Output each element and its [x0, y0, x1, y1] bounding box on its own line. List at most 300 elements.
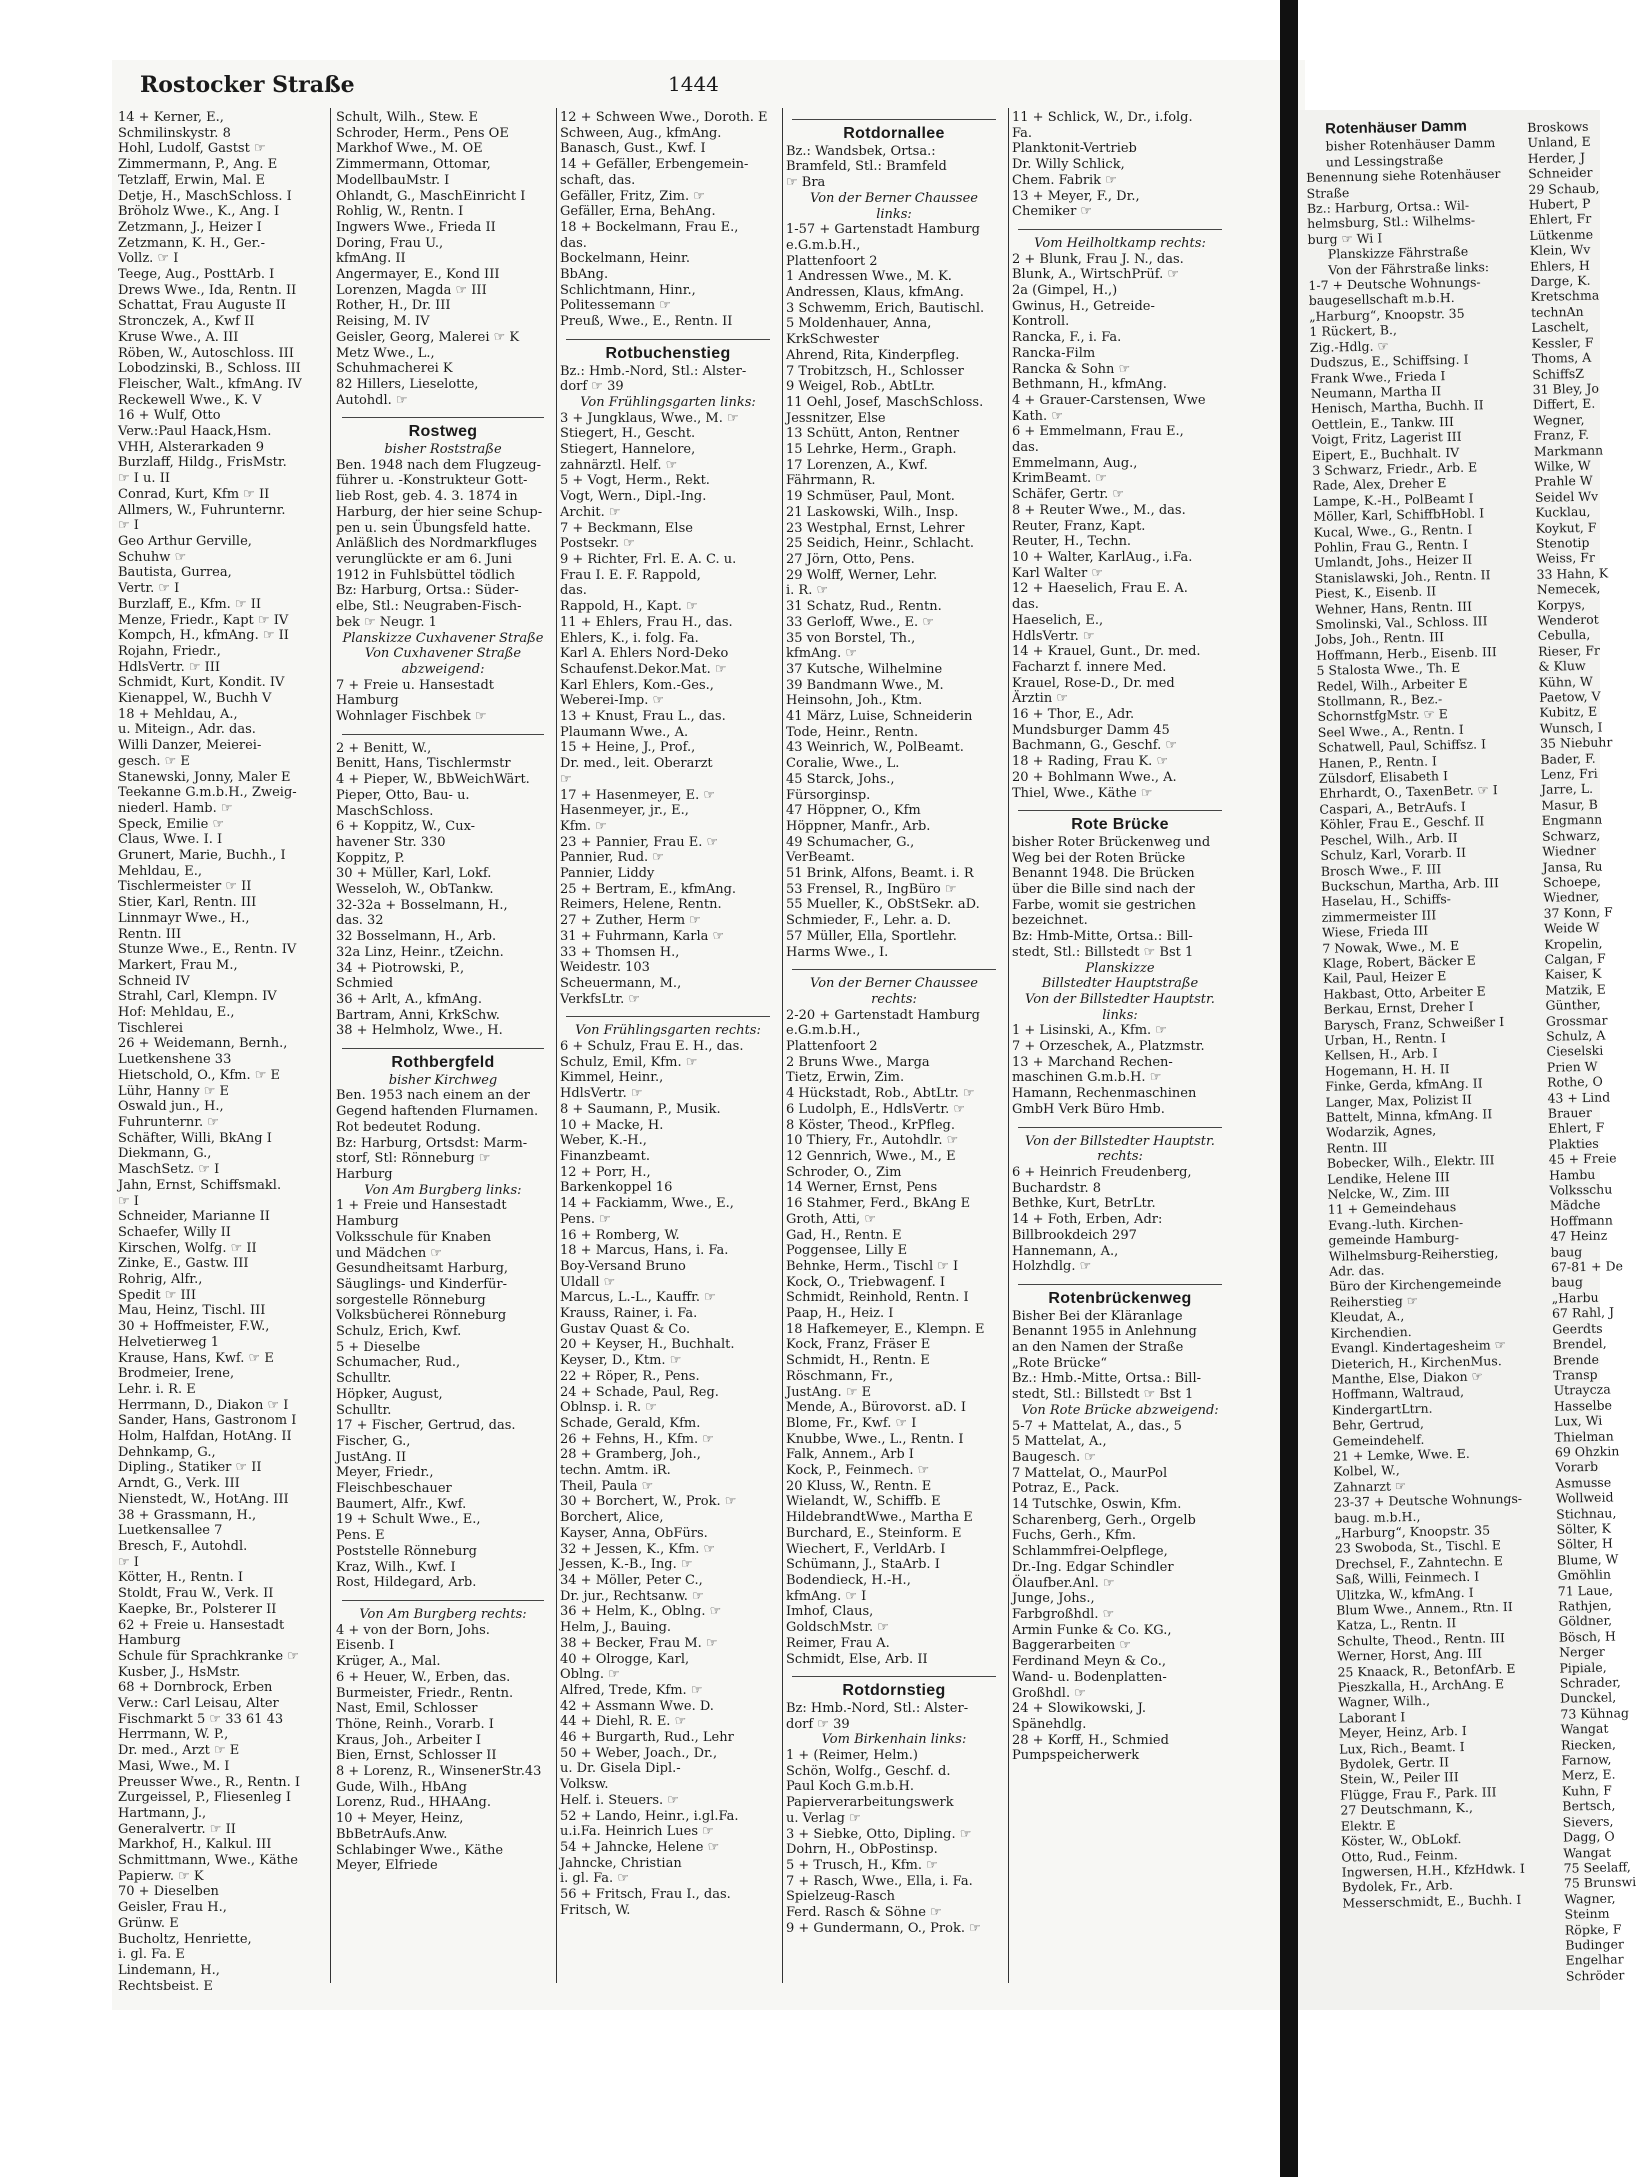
directory-line: elbe, Stl.: Neugraben-Fisch- [336, 599, 522, 615]
directory-line: niederl. Hamb. ☞ [118, 800, 233, 816]
directory-line: Banasch, Gust., Kwf. I [560, 141, 706, 157]
directory-line: Matzik, E [1545, 981, 1606, 998]
directory-line: 44 + Diehl, R. E. ☞ [560, 1714, 687, 1730]
directory-line: Kock, P., Feinmech. ☞ [786, 1463, 930, 1479]
directory-line: Seidel Wv [1534, 488, 1599, 505]
directory-line: Benannt 1948. Die Brücken [1012, 866, 1195, 882]
directory-line: Günther, [1545, 996, 1601, 1013]
directory-line: Tischlerei [118, 1020, 184, 1036]
section-note: Von der Billstedter Hauptstr. [1025, 991, 1215, 1007]
directory-line: Schneider, Marianne II [118, 1209, 270, 1225]
directory-line: Blome, Fr., Kwf. ☞ I [786, 1415, 917, 1431]
right-page-column-1 [1305, 116, 1556, 2000]
directory-line: Wesseloh, W., ObTankw. [336, 882, 494, 898]
directory-line: Schult, Wilh., Stew. E [336, 110, 478, 125]
directory-line: Engelhar [1565, 1951, 1624, 1968]
directory-line: Fischmarkt 5 ☞ 33 61 43 [118, 1711, 284, 1727]
directory-line: SchornstfgMstr. ☞ E [1317, 706, 1448, 725]
directory-line: Schäfer, Gertr. ☞ [1012, 487, 1125, 503]
directory-line: 49 Schumacher, G., [786, 834, 915, 850]
directory-line: Vorarb [1555, 1459, 1599, 1476]
directory-line: Wangat [1560, 1720, 1609, 1737]
directory-line: 30 + Hoffmeister, F.W., [118, 1319, 270, 1335]
section-rule [342, 727, 544, 735]
directory-line: Pieper, Otto, Bau- u. [336, 787, 470, 803]
directory-line: Voigt, Fritz, Lagerist III [1311, 428, 1462, 448]
directory-line: VerBeamt. [786, 850, 855, 866]
directory-line: Schuhw ☞ [118, 549, 187, 565]
directory-line: Rentn. III [1326, 1139, 1388, 1156]
directory-line: Mundsburger Damm 45 [1012, 722, 1170, 738]
directory-line: Mau, Heinz, Tischl. III [118, 1303, 266, 1319]
directory-line: Reimer, Frau A. [786, 1635, 890, 1651]
directory-line: Herrmann, W. P., [118, 1727, 229, 1743]
directory-line: 14 Tutschke, Oswin, Kfm. [1012, 1497, 1182, 1513]
directory-line: Bz.: Hmb.-Nord, Stl.: Alster- [560, 363, 747, 379]
directory-line: Autohdl. ☞ [336, 392, 408, 408]
directory-line: 8 Köster, Theod., KrPfleg. [786, 1117, 956, 1133]
directory-line: 34 + Piotrowski, P., [336, 960, 465, 976]
directory-line: Straße [1306, 184, 1350, 201]
directory-line: 13 + Meyer, F., Dr., [1012, 188, 1140, 204]
directory-line: dorf ☞ 39 [560, 379, 624, 395]
directory-line: Hoffmann [1549, 1212, 1613, 1229]
directory-line: i. R. ☞ [786, 583, 829, 599]
directory-line: & Kluw [1538, 658, 1586, 675]
directory-line: „Harbu [1551, 1289, 1599, 1306]
directory-line: 26 + Weidemann, Bernh., [118, 1036, 288, 1052]
directory-line: Gefäller, Fritz, Zim. ☞ [560, 188, 705, 204]
directory-line: technAn [1530, 303, 1584, 320]
directory-line: Kucklau, [1535, 503, 1591, 521]
directory-line: 5 Mattelat, A., [1012, 1434, 1107, 1450]
directory-line: Stollmann, R., Bez.- [1317, 691, 1443, 709]
directory-line: Schulz, Emil, Kfm. ☞ [560, 1054, 698, 1070]
directory-line: Drechsel, F., Zahntechn. E [1335, 1552, 1504, 1572]
directory-line: Lendike, Helene III [1327, 1168, 1450, 1187]
directory-line: 20 + Bohlmann Wwe., A. [1012, 769, 1177, 785]
directory-line: Ahrend, Rita, Kinderpfleg. [786, 347, 960, 363]
directory-line: Ehlers, K., i. folg. Fa. [560, 630, 699, 646]
directory-line: Baggerarbeiten ☞ [1012, 1638, 1132, 1654]
directory-line: Kirchendien. [1330, 1323, 1412, 1341]
directory-line: Franz, F. [1533, 426, 1590, 444]
directory-line: Schaufenst.Dekor.Mat. ☞ [560, 661, 727, 677]
directory-line: Krause, Hans, Kwf. ☞ E [118, 1350, 274, 1366]
directory-line: Ohlandt, G., MaschEinricht I [336, 188, 526, 204]
directory-line: Armin Funke & Co. KG., [1012, 1622, 1172, 1638]
directory-line: Potraz, E., Pack. [1012, 1481, 1120, 1497]
directory-line: Stunze Wwe., E., Rentn. IV [118, 942, 297, 958]
directory-line: Haeselich, E., [1012, 612, 1104, 628]
directory-line: 17 + Hasenmeyer, E. ☞ [560, 787, 716, 803]
directory-line: Peschel, Wilh., Arb. II [1319, 829, 1458, 848]
directory-line: HdlsVertr. ☞ [560, 1086, 643, 1102]
directory-line: Klage, Robert, Bäcker E [1322, 952, 1476, 971]
directory-line: BbAng. [560, 267, 609, 283]
directory-line: KrimBeamt. ☞ [1012, 471, 1107, 487]
section-note: Von der Berner Chaussee [810, 190, 978, 206]
directory-line: 31 Schatz, Rud., Rentn. [786, 599, 942, 615]
directory-line: Volksschule für Knaben [336, 1229, 492, 1245]
directory-line: 12 + Schween Wwe., Doroth. E [560, 110, 768, 125]
directory-line: 4 Hückstadt, Rob., AbtLtr. ☞ [786, 1086, 975, 1102]
directory-line: Schattat, Frau Auguste II [118, 298, 286, 314]
column-divider [782, 108, 783, 1983]
directory-line: Sander, Hans, Gastronom I [118, 1413, 297, 1429]
directory-line: KindergartLtrn. [1331, 1400, 1433, 1418]
section-rule [1018, 1120, 1222, 1128]
directory-line: Lühr, Hanny ☞ E [118, 1083, 230, 1099]
directory-line: 20 + Keyser, H., Buchhalt. [560, 1337, 735, 1353]
directory-line: Bröholz Wwe., K., Ang. I [118, 204, 280, 220]
directory-line: 12 Gennrich, Wwe., M., E [786, 1149, 956, 1164]
directory-line: Paetow, V [1538, 688, 1601, 705]
directory-line: VHH, Alsterarkaden 9 [118, 439, 265, 455]
directory-line: 7 + Orzeschek, A., Platzmstr. [1012, 1039, 1205, 1055]
directory-line: Koykut, F [1535, 519, 1597, 536]
directory-line: 5 Moldenhauer, Anna, [786, 316, 932, 332]
directory-line: Karl A. Ehlers Nord-Deko [560, 646, 729, 662]
directory-line: Rancka-Film [1012, 345, 1096, 361]
directory-line: 16 + Thor, E., Adr. [1012, 707, 1135, 723]
section-note: Planskizze Cuxhavener Straße [342, 630, 544, 646]
directory-line: Engmann [1541, 811, 1603, 829]
directory-line: das. [1012, 597, 1039, 613]
directory-line: Tietz, Erwin, Zim. [786, 1070, 905, 1086]
directory-line: Unland, E [1527, 134, 1591, 151]
directory-line: Marcus, L.-L., Kauffr. ☞ [560, 1290, 716, 1306]
directory-line: Jahn, Ernst, Schiffsmakl. [118, 1177, 282, 1193]
directory-line: u. Verlag ☞ [786, 1810, 861, 1826]
directory-line: 12 + Haeselich, Frau E. A. [1012, 581, 1188, 597]
directory-line: 13 + Knust, Frau L., das. [560, 709, 726, 725]
directory-line: 32 + Jessen, K., Kfm. ☞ [560, 1541, 716, 1557]
street-heading: Rotdornstieg [842, 1682, 946, 1700]
directory-line: Nerger [1558, 1643, 1605, 1660]
directory-line: Ingwers Wwe., Frieda II [336, 219, 496, 235]
directory-line: Säuglings- und Kinderfür- [336, 1276, 508, 1292]
street-heading: Rote Brücke [1071, 816, 1169, 834]
section-rule [342, 410, 544, 418]
directory-line: 14 Werner, Ernst, Pens [786, 1180, 938, 1196]
directory-line: kfmAng. ☞ I [786, 1588, 867, 1604]
directory-line: Sölter, H [1556, 1535, 1613, 1553]
directory-line: Krauel, Rose-D., Dr. med [1012, 675, 1175, 691]
directory-line: Wunsch, I [1539, 719, 1603, 736]
directory-line: Riecken, [1560, 1736, 1616, 1753]
directory-line: Speck, Emilie ☞ [118, 816, 225, 832]
directory-line: Benannt 1955 in Anlehnung [1012, 1324, 1197, 1340]
directory-line: 21 Laskowski, Wilh., Insp. [786, 504, 959, 520]
directory-line: 1 + Freie und Hansestadt [336, 1198, 507, 1214]
directory-line: Fleischbeschauer [336, 1481, 452, 1497]
directory-line: 3 Schwarz, Friedr., Arb. E [1312, 459, 1478, 478]
directory-line: Seel Wwe., A., Rentn. I [1317, 721, 1464, 740]
directory-line: Battelt, Minna, kfmAng. II [1325, 1106, 1493, 1125]
directory-line: Bydolek, Fr., Arb. [1341, 1877, 1454, 1895]
directory-line: 8 + Reuter Wwe., M., das. [1012, 502, 1186, 518]
directory-line: Nemecek, [1536, 580, 1601, 598]
directory-line: Schmidt, H., Rentn. E [786, 1353, 930, 1369]
directory-line: 32-32a + Bosselmann, H., [336, 897, 508, 913]
directory-line: Schmilinskystr. 8 [118, 125, 231, 141]
directory-line: Wenderot [1537, 611, 1599, 628]
directory-line: Zurgeissel, P., Fliesenleg I [118, 1790, 291, 1806]
directory-line: GmbH Verk Büro Hmb. [1012, 1101, 1165, 1117]
directory-line: Luetkenshene 33 [118, 1052, 232, 1068]
directory-line: Wagner, Wilh., [1337, 1693, 1431, 1711]
directory-line: Dr. med., Arzt ☞ E [118, 1743, 240, 1759]
directory-line: Generalvertr. ☞ II [118, 1821, 236, 1837]
directory-line: das. [560, 583, 587, 599]
directory-line: 4 + Pieper, W., BbWeichWärt. [336, 772, 530, 788]
directory-line: Umlandt, Johs., Heizer II [1314, 551, 1473, 571]
directory-line: Helf. i. Steuers. ☞ [560, 1792, 679, 1808]
directory-line: Pannier, Rud. ☞ [560, 850, 664, 866]
directory-line: Schmidt, Else, Arb. II [786, 1651, 928, 1667]
directory-line: Schwarz, [1541, 827, 1601, 844]
directory-line: Alfred, Trede, Kfm. ☞ [560, 1682, 703, 1698]
directory-line: Spedit ☞ III [118, 1287, 196, 1303]
section-note: Von der Berner Chaussee [810, 976, 978, 992]
directory-line: Willi Danzer, Meierei- [118, 738, 262, 754]
directory-line: Bz.: Hmb.-Mitte, Ortsa.: Bill- [1012, 1371, 1202, 1387]
directory-line: Hoffmann, Waltraud, [1331, 1384, 1465, 1403]
directory-line: 14 + Fackiamm, Wwe., E., [560, 1196, 734, 1212]
directory-line: Schulz, Karl, Vorarb. II [1320, 844, 1467, 863]
directory-line: Angermayer, E., Kond III [336, 267, 500, 283]
directory-line: Schulltr. [336, 1371, 392, 1387]
directory-line: 82 Hillers, Lieselotte, [336, 376, 479, 392]
directory-line: baug. m.b.H., [1334, 1508, 1421, 1526]
directory-line: Kontroll. [1012, 314, 1070, 330]
section-note: bisher Rotenhäuser Damm [1325, 135, 1496, 154]
directory-line: Markhof Wwe., M. OE [336, 141, 483, 157]
directory-line: Koppitz, P. [336, 850, 405, 866]
directory-line: 11 + Gemeindehaus [1327, 1199, 1457, 1218]
section-rule [1018, 1277, 1222, 1285]
directory-line: Hof: Mehldau, E., [118, 1005, 235, 1021]
directory-line: 33 Hahn, K [1536, 565, 1609, 582]
directory-line: Andressen, Klaus, kfmAng. [786, 285, 964, 301]
directory-line: Rojahn, Friedr., [118, 643, 221, 659]
directory-line: 18 + Marcus, Hans, i. Fa. [560, 1243, 729, 1259]
directory-line: bezeichnet. [1012, 913, 1088, 929]
directory-line: Stenotip [1535, 534, 1590, 551]
directory-line: Weiss, Fr [1536, 550, 1595, 567]
directory-line: Vertr. ☞ I [118, 581, 180, 597]
directory-line: 30 + Borchert, W., Prok. ☞ [560, 1494, 737, 1510]
directory-line: Rancka & Sohn ☞ [1012, 361, 1131, 377]
directory-line: Zahnarzt ☞ [1333, 1477, 1407, 1495]
directory-line: Redel, Wilh., Arbeiter E [1316, 675, 1468, 694]
directory-line: Luetkensallee 7 [118, 1523, 223, 1539]
directory-line: Hogemann, H. H. II [1324, 1060, 1450, 1079]
directory-line: Köster, W., ObLokf. [1340, 1831, 1462, 1849]
directory-line: Bösch, H [1558, 1628, 1616, 1645]
directory-line: Ehlert, Fr [1528, 211, 1592, 228]
page-gutter [1280, 0, 1298, 2177]
directory-line: Fleischer, Walt., kfmAng. IV [118, 376, 302, 392]
directory-line: Politessemann ☞ [560, 298, 671, 314]
directory-line: 62 + Freie u. Hansestadt [118, 1617, 285, 1633]
directory-line: Poggensee, Lilly E [786, 1243, 908, 1259]
directory-line: 39 Bandmann Wwe., M. [786, 677, 944, 693]
directory-line: Markhof, H., Kalkul. III [118, 1837, 272, 1853]
directory-line: Caspari, A., BetrAufs. I [1319, 798, 1466, 817]
directory-line: Bz: Harburg, Ortsdst: Marm- [336, 1135, 528, 1151]
directory-line: Wilke, W [1534, 457, 1591, 474]
directory-line: an den Namen der Straße [1012, 1340, 1184, 1356]
directory-line: 9 + Gundermann, O., Prok. ☞ [786, 1920, 981, 1936]
directory-line: Dipling., Statiker ☞ II [118, 1460, 262, 1476]
directory-line: 36 + Helm, K., Oblng. ☞ [560, 1604, 722, 1620]
directory-line: 1 + (Reimer, Helm.) [786, 1748, 918, 1764]
directory-line: Harburg, der hier seine Schup- [336, 504, 543, 520]
directory-line: Dudszus, E., Schiffsing. I [1309, 351, 1469, 371]
directory-line: Archit. ☞ [560, 504, 621, 520]
section-note: Von Am Burgberg rechts: [359, 1606, 527, 1622]
section-rule [792, 1669, 996, 1677]
directory-line: 7 Trobitzsch, H., Schlosser [786, 363, 964, 379]
directory-line: Schatwell, Paul, Schiffsz. I [1317, 736, 1487, 756]
directory-line: Höppner, Manfr., Arb. [786, 818, 931, 834]
directory-line: 11 + Ehlers, Frau H., das. [560, 614, 733, 630]
directory-line: Teege, Aug., PosttArb. I [118, 267, 275, 283]
directory-line: 7 Mattelat, O., MaurPol [1012, 1465, 1168, 1481]
column-divider [556, 108, 557, 1983]
street-heading: Rotbuchenstieg [605, 344, 731, 362]
directory-line: Masi, Wwe., M. I [118, 1758, 230, 1774]
directory-line: Stichnau, [1556, 1504, 1617, 1522]
directory-line: Evangl. Kindertagesheim ☞ [1330, 1337, 1507, 1356]
directory-line: 3 + Siebke, Otto, Dipling. ☞ [786, 1826, 972, 1842]
directory-line: Nienstedt, W., HotAng. III [118, 1491, 289, 1507]
directory-line: Dohrn, H., ObPostinsp. [786, 1842, 938, 1858]
directory-line: Hambu [1548, 1166, 1596, 1183]
directory-line: Stiegert, Hannelore, [560, 442, 696, 458]
directory-line: Kirschen, Wolfg. ☞ II [118, 1240, 257, 1256]
directory-line: Brodmeier, Irene, [118, 1366, 235, 1382]
section-note: Von Frühlingsgarten rechts: [575, 1023, 761, 1039]
directory-line: havener Str. 330 [336, 834, 446, 850]
directory-line: 30 + Müller, Karl, Lokf. [336, 866, 492, 882]
directory-line: stedt, Stl.: Billstedt ☞ Bst 1 [1012, 944, 1194, 960]
directory-line: u. Miteign., Adr. das. [118, 722, 256, 738]
directory-line: Hakbast, Otto, Arbeiter E [1323, 983, 1486, 1002]
directory-line: 16 + Romberg, W. [560, 1227, 680, 1243]
directory-line: maschinen G.m.b.H. ☞ [1012, 1070, 1162, 1086]
directory-line: Hanen, P., Rentn. I [1318, 753, 1438, 771]
directory-line: Evang.-luth. Kirchen- [1327, 1214, 1464, 1233]
directory-line: Fuhrunternr. ☞ [118, 1115, 219, 1130]
directory-line: zimmermeister III [1321, 907, 1437, 925]
directory-line: Farbe, womit sie gestrichen [1012, 897, 1196, 913]
directory-line: Calgan, F [1544, 950, 1606, 967]
directory-line: Hamburg [118, 1633, 181, 1649]
directory-line: Buckschun, Martha, Arb. III [1320, 875, 1499, 894]
directory-line: Merz, E. [1561, 1766, 1616, 1784]
directory-line: Junge, Johs., [1012, 1591, 1095, 1607]
section-note: links: [1102, 1007, 1138, 1023]
directory-line: 5 + Vogt, Herm., Rekt. [560, 473, 710, 489]
directory-line: Kienappel, W., Buchh V [118, 691, 272, 707]
directory-line: Thöne, Reinh., Vorarb. I [336, 1716, 494, 1732]
directory-line: Ehlers, H [1529, 257, 1591, 274]
directory-line: Fährmann, R. [786, 473, 876, 489]
directory-line: 18 Hafkemeyer, E., Klempn. E [786, 1321, 985, 1337]
directory-line: Masur, B [1541, 796, 1598, 813]
directory-line: Hasenmeyer, jr., E., [560, 803, 689, 819]
directory-line: 1 Andressen Wwe., M. K. [786, 269, 952, 285]
directory-line: 69 Ohzkin [1554, 1443, 1620, 1460]
directory-line: Reising, M. IV [336, 314, 430, 330]
directory-line: Heinsohn, Joh., Ktm. [786, 693, 923, 709]
directory-line: Laborant I [1338, 1709, 1406, 1726]
directory-line: Buchardstr. 8 [1012, 1180, 1102, 1196]
directory-line: Rost, Hildegard, Arb. [336, 1575, 477, 1591]
directory-line: Prahle W [1534, 473, 1593, 490]
section-rule [792, 112, 996, 120]
directory-line: 9 + Richter, Frl. E. A. C. u. [560, 551, 737, 567]
directory-line: Schumacher, Rud., [336, 1355, 461, 1371]
directory-line: 24 + Slowikowski, J. [1012, 1701, 1147, 1717]
directory-line: Oswald jun., H., [118, 1099, 224, 1115]
directory-line: Zetzmann, J., Heizer I [118, 219, 262, 235]
directory-line: Fischer, G., [336, 1433, 411, 1449]
section-note: Von Cuxhavener Straße [364, 646, 522, 662]
directory-line: kfmAng. II [336, 251, 406, 267]
directory-line: Volksw. [560, 1777, 609, 1793]
directory-line: Neumann, Martha II [1310, 383, 1442, 401]
directory-line: 70 + Dieselben [118, 1884, 219, 1900]
directory-line: Smolinski, Val., Schloss. III [1315, 613, 1488, 632]
directory-line: Bockelmann, Heinr. [560, 251, 690, 267]
directory-line: Helm, J., Bauing. [560, 1620, 672, 1636]
directory-line: Geo Arthur Gerville, [118, 533, 252, 549]
directory-line: Ben. 1948 nach dem Flugzeug- [336, 457, 541, 473]
directory-line: Stein, W., Peiler III [1339, 1769, 1459, 1788]
directory-line: Poststelle Rönneburg [336, 1543, 477, 1559]
directory-line: Benennung siehe Rotenhäuser [1306, 166, 1501, 186]
directory-line: Bobecker, Wilh., Elektr. III [1326, 1152, 1495, 1171]
directory-line: GoldschMstr. ☞ [786, 1620, 889, 1636]
directory-line: Steinm [1564, 1905, 1610, 1922]
street-heading: Rothbergfeld [391, 1054, 495, 1072]
directory-line: 9 Weigel, Rob., AbtLtr. [786, 379, 936, 395]
directory-line: pen u. sein Übungsfeld hatte. [336, 520, 531, 536]
directory-line: Schroder, O., Zim [786, 1164, 902, 1180]
column-divider [330, 108, 331, 1983]
directory-line: Dr.-Ing. Edgar Schindler [1012, 1559, 1174, 1575]
directory-line: 32 Bosselmann, H., Arb. [336, 929, 497, 945]
directory-line: Herrmann, D., Diakon ☞ I [118, 1397, 289, 1413]
directory-line: Meyer, Elfriede [336, 1858, 438, 1874]
directory-line: Meyer, Friedr., [336, 1465, 434, 1481]
directory-line: Schoepe, [1542, 873, 1602, 890]
directory-line: Burzlaff, E., Kfm. ☞ II [118, 596, 261, 612]
directory-line: Tischlermeister ☞ II [118, 879, 252, 895]
directory-line: 6 + Schulz, Frau E. H., das. [560, 1039, 744, 1055]
directory-line: Röpke, F [1564, 1920, 1622, 1938]
directory-line: Blume, W [1557, 1551, 1619, 1568]
directory-line: 33 + Thomsen H., [560, 944, 680, 960]
directory-line: Vollz. ☞ I [118, 251, 179, 267]
directory-line: Broskows [1527, 118, 1589, 135]
directory-line: Differt, E. [1532, 395, 1596, 413]
directory-line: Wilhelmsburg-Reiherstieg, [1328, 1244, 1499, 1264]
